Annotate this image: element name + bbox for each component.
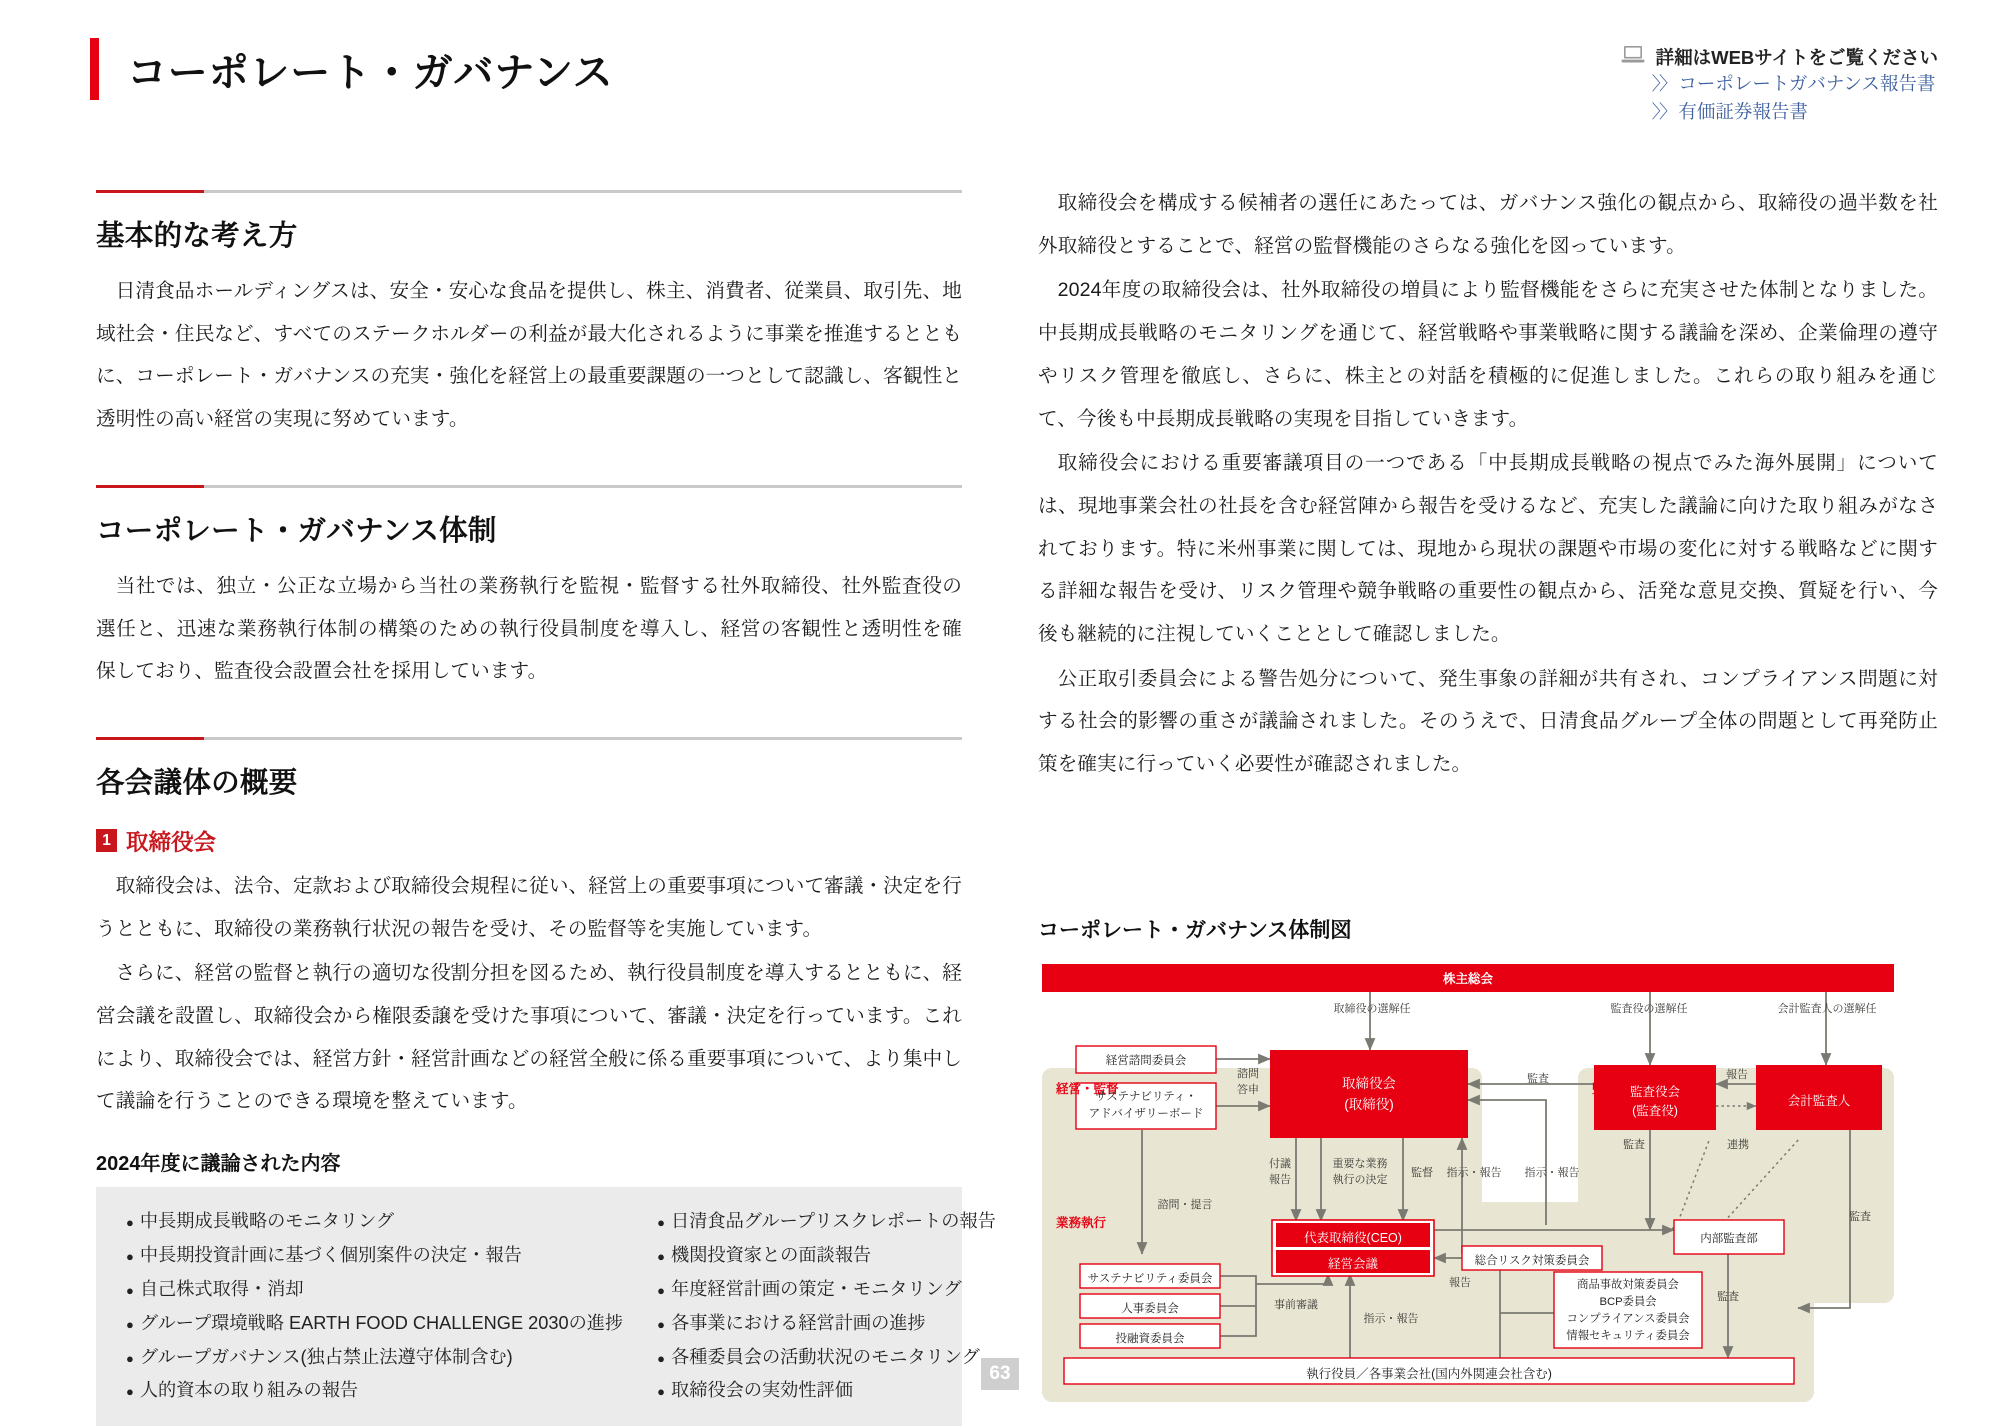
label-sustainability-advisory-board-line2: アドバイザリーボード xyxy=(1088,1108,1204,1121)
link-securities-report[interactable] xyxy=(1652,98,1938,126)
subsection-board-of-directors xyxy=(96,825,962,857)
label-zone-audit: 監査 xyxy=(1592,1081,1618,1096)
bullet-icon: ● xyxy=(657,1282,666,1298)
bullet-icon: ● xyxy=(126,1215,134,1231)
paragraph: 取締役会は、法令、定款および取締役会規程に従い、経営上の重要事項について審議・決定を行うとともに、取締役の業務執行状況の報告を受け、その監督等を実施しています。 xyxy=(96,874,962,940)
label-fugi: 付議 xyxy=(1269,1157,1291,1170)
list-item xyxy=(126,1239,623,1273)
list-item xyxy=(126,1273,623,1307)
label-kantoku: 監督 xyxy=(1411,1166,1433,1179)
chevron-right-icon: 〉〉 xyxy=(1651,101,1676,123)
list-item xyxy=(126,1307,623,1341)
label-committee-bcp: BCP委員会 xyxy=(1599,1296,1657,1308)
bullet-icon: ● xyxy=(126,1384,134,1400)
list-item xyxy=(126,1205,623,1239)
label-report-top: 報告 xyxy=(1726,1068,1748,1081)
label-sustainability-committee: サステナビリティ委員会 xyxy=(1087,1272,1213,1285)
laptop-icon xyxy=(1621,45,1645,69)
discussion-box-heading: 2024年度に議論された内容 xyxy=(96,1153,341,1176)
label-jizen-shingi: 事前審議 xyxy=(1274,1298,1318,1311)
list-item xyxy=(657,1374,996,1408)
label-advisory-committee: 経営諮問委員会 xyxy=(1105,1054,1187,1067)
chevron-right-icon: 〉〉 xyxy=(1651,73,1676,94)
label-elect-accountant: 会計監査人の選解任 xyxy=(1777,1002,1877,1015)
list-item-label: 日清食品グループリスクレポートの報告 xyxy=(671,1211,996,1232)
list-item-label: 中長期成長戦略のモニタリング xyxy=(139,1211,395,1232)
bullet-icon: ● xyxy=(657,1248,666,1264)
label-committee-infosec: 情報セキュリティ委員会 xyxy=(1566,1330,1690,1343)
label-houkoku-risk: 報告 xyxy=(1449,1276,1471,1289)
label-audit-down: 監査 xyxy=(1623,1138,1645,1151)
label-shiji-houkoku-2: 指示・報告 xyxy=(1524,1166,1580,1179)
web-notice-text: 詳細はWEBサイトをご覧ください xyxy=(1655,47,1938,68)
label-committee-product-accident: 商品事故対策委員会 xyxy=(1577,1278,1679,1291)
list-item-label: 取締役会の実効性評価 xyxy=(671,1380,853,1401)
label-shimon: 諮問 xyxy=(1237,1067,1259,1080)
paragraph: 2024年度の取締役会は、社外取締役の増員により監督機能をさらに充実させた体制となりました。中長期成長戦略のモニタリングを通じて、経営戦略や事業戦略に関する議論を深め、企業倫理の遵守やリスク管理を徹底し、さらに、株主との対話を積極的に促進しました。これらの取り組みを通じて、今後も中長期成長戦略の実現を目指していきます。 xyxy=(1038,279,1938,430)
list-item-label: 各種委員会の活動状況のモニタリング xyxy=(671,1346,980,1367)
link-securities-report-label: 有価証券報告書 xyxy=(1678,101,1808,123)
label-ceo: 代表取締役(CEO) xyxy=(1304,1230,1402,1245)
label-internal-audit: 内部監査部 xyxy=(1700,1232,1758,1245)
section-title-governance-system: コーポレート・ガバナンス体制 xyxy=(96,514,497,547)
list-item-label: グループガバナンス(独占禁止法遵守体制含む) xyxy=(139,1346,513,1367)
section-rule xyxy=(96,737,962,740)
list-item xyxy=(126,1374,623,1408)
item-title: 取締役会 xyxy=(126,829,217,855)
list-item-label: 人的資本の取り組みの報告 xyxy=(139,1380,359,1401)
list-item-label: 機関投資家との面談報告 xyxy=(671,1244,872,1265)
paragraph: 公正取引委員会による警告処分について、発生事象の詳細が共有され、コンプライアンス問題に対する社会的影響の重さが議論されました。そのうえで、日清食品グループ全体の問題として再発防止策を確実に行っていく必要性が確認されました。 xyxy=(1038,667,1938,776)
paragraph: 当社では、独立・公正な立場から当社の業務執行を監視・監督する社外取締役、社外監査役の選任と、迅速な業務執行体制の構築のための執行役員制度を導入し、経営の客観性と透明性を確保しており、監査役会設置会社を採用しています。 xyxy=(96,574,962,683)
bullet-icon: ● xyxy=(126,1282,134,1298)
label-investment-committee: 投融資委員会 xyxy=(1115,1332,1185,1345)
list-item xyxy=(126,1341,623,1375)
label-operating-officers: 執行役員／各事業会社(国内外関連会社含む) xyxy=(1306,1366,1552,1381)
list-item-label: 自己株式取得・消却 xyxy=(139,1278,304,1299)
label-renkei: 連携 xyxy=(1727,1138,1749,1151)
label-committee-compliance: コンプライアンス委員会 xyxy=(1566,1313,1690,1326)
list-item xyxy=(657,1341,996,1375)
web-links-block xyxy=(1621,44,1938,126)
paragraph: 取締役会における重要審議項目の一つである「中長期成長戦略の視点でみた海外展開」については、現地事業会社の社長を含む経営陣から報告を受けるなど、充実した議論に向けた取り組みがなされております。特に米州事業に関しては、現地から現状の課題や市場の変化に対する戦略などに関する詳細な報告を受け、リスク管理や競争戦略の重要性の観点から、活発な意見交換、質疑を行い、今後も継続的に注視していくこととして確認しました。 xyxy=(1038,452,1938,646)
link-governance-report[interactable] xyxy=(1652,70,1938,98)
section-rule xyxy=(96,485,962,488)
label-elect-kansayaku: 監査役の選解任 xyxy=(1610,1002,1688,1015)
label-kansayaku-line1: 監査役会 xyxy=(1629,1084,1680,1099)
label-accounting-auditor: 会計監査人 xyxy=(1787,1093,1851,1108)
label-sustainability-advisory-board-line1: サステナビリティ・ xyxy=(1095,1090,1197,1103)
list-item-label: 中長期投資計画に基づく個別案件の決定・報告 xyxy=(139,1244,522,1265)
bullet-icon: ● xyxy=(657,1215,666,1231)
section-bodies-overview xyxy=(96,737,962,1123)
page-number: 63 xyxy=(981,1358,1019,1390)
label-audit-right: 監査 xyxy=(1849,1210,1871,1223)
label-hr-committee: 人事委員会 xyxy=(1121,1302,1179,1315)
list-item-label: グループ環境戦略 EARTH FOOD CHALLENGE 2030の進捗 xyxy=(139,1312,624,1333)
paragraph: さらに、経営の監督と執行の適切な役割分担を図るため、執行役員制度を導入するとともに、経営会議を設置し、取締役会から権限委譲を受けた事項について、審議・決定を行っています。これにより、取締役会では、経営方針・経営計画などの経営全般に係る重要事項について、より集中して議論を行うことのできる環境を整えています。 xyxy=(96,962,962,1113)
web-notice xyxy=(1621,44,1938,70)
label-zone-management: 経営・監督 xyxy=(1056,1081,1119,1096)
list-item xyxy=(657,1273,996,1307)
bullet-icon: ● xyxy=(126,1350,134,1366)
label-shimon-teigen: 諮問・提言 xyxy=(1157,1198,1213,1211)
label-audit-to-board: 監査 xyxy=(1527,1072,1549,1085)
list-item xyxy=(657,1205,996,1239)
governance-structure-diagram xyxy=(1038,958,1938,1406)
bullet-icon: ● xyxy=(657,1316,666,1332)
title-accent-bar xyxy=(90,38,99,100)
list-item xyxy=(657,1307,996,1341)
section-title-bodies-overview: 各会議体の概要 xyxy=(96,766,298,799)
label-risk-committee: 総合リスク対策委員会 xyxy=(1474,1254,1590,1267)
label-shiji-houkoku-3: 指示・報告 xyxy=(1363,1312,1419,1325)
discussion-column-left xyxy=(96,1205,623,1408)
label-toshin: 答申 xyxy=(1237,1084,1259,1097)
list-item xyxy=(657,1239,996,1273)
label-audit-internal: 監査 xyxy=(1717,1290,1739,1303)
section-governance-system xyxy=(96,485,962,693)
bullet-icon: ● xyxy=(126,1316,134,1332)
label-zone-execution: 業務執行 xyxy=(1056,1215,1107,1230)
label-important-decision-line2: 執行の決定 xyxy=(1332,1174,1388,1187)
label-board-line2: (取締役) xyxy=(1344,1096,1394,1112)
label-shareholders-meeting: 株主総会 xyxy=(1442,971,1493,986)
bullet-icon: ● xyxy=(657,1384,666,1400)
label-houkoku-left: 報告 xyxy=(1269,1174,1291,1187)
label-elect-directors: 取締役の選解任 xyxy=(1333,1002,1411,1015)
list-item-label: 年度経営計画の策定・モニタリング xyxy=(671,1278,962,1299)
right-column xyxy=(1038,182,1938,1406)
label-shiji-houkoku-1: 指示・報告 xyxy=(1446,1166,1502,1179)
label-board-line1: 取締役会 xyxy=(1342,1075,1396,1091)
list-item-label: 各事業における経営計画の進捗 xyxy=(671,1312,926,1333)
page-title-block xyxy=(90,38,613,100)
discussion-column-right xyxy=(623,1205,996,1408)
section-basic-policy xyxy=(96,190,962,441)
label-important-decision-line1: 重要な業務 xyxy=(1332,1157,1388,1170)
item-number-badge: 1 xyxy=(96,829,117,852)
bullet-icon: ● xyxy=(657,1350,666,1366)
page-title: コーポレート・ガバナンス xyxy=(127,50,614,95)
diagram-title: コーポレート・ガバナンス体制図 xyxy=(1038,918,1352,942)
paragraph: 取締役会を構成する候補者の選任にあたっては、ガバナンス強化の観点から、取締役の過半数を社外取締役とすることで、経営の監督機能のさらなる強化を図っています。 xyxy=(1038,192,1938,257)
left-column xyxy=(96,190,996,1426)
label-kansayaku-line2: (監査役) xyxy=(1632,1103,1678,1118)
section-title-basic-policy: 基本的な考え方 xyxy=(96,220,298,252)
link-governance-report-label: コーポレートガバナンス報告書 xyxy=(1678,73,1936,94)
bullet-icon: ● xyxy=(126,1248,134,1264)
discussion-box xyxy=(96,1187,996,1426)
section-rule xyxy=(96,190,962,193)
paragraph: 日清食品ホールディングスは、安全・安心な食品を提供し、株主、消費者、従業員、取引先、地域社会・住民など、すべてのステークホルダーの利益が最大化されるように事業を推進するとともに、コーポレート・ガバナンスの充実・強化を経営上の最重要課題の一つとして認識し、客観性と透明性の高い経営の実現に努めています。 xyxy=(96,280,962,431)
label-executive-meeting: 経営会議 xyxy=(1327,1256,1378,1271)
